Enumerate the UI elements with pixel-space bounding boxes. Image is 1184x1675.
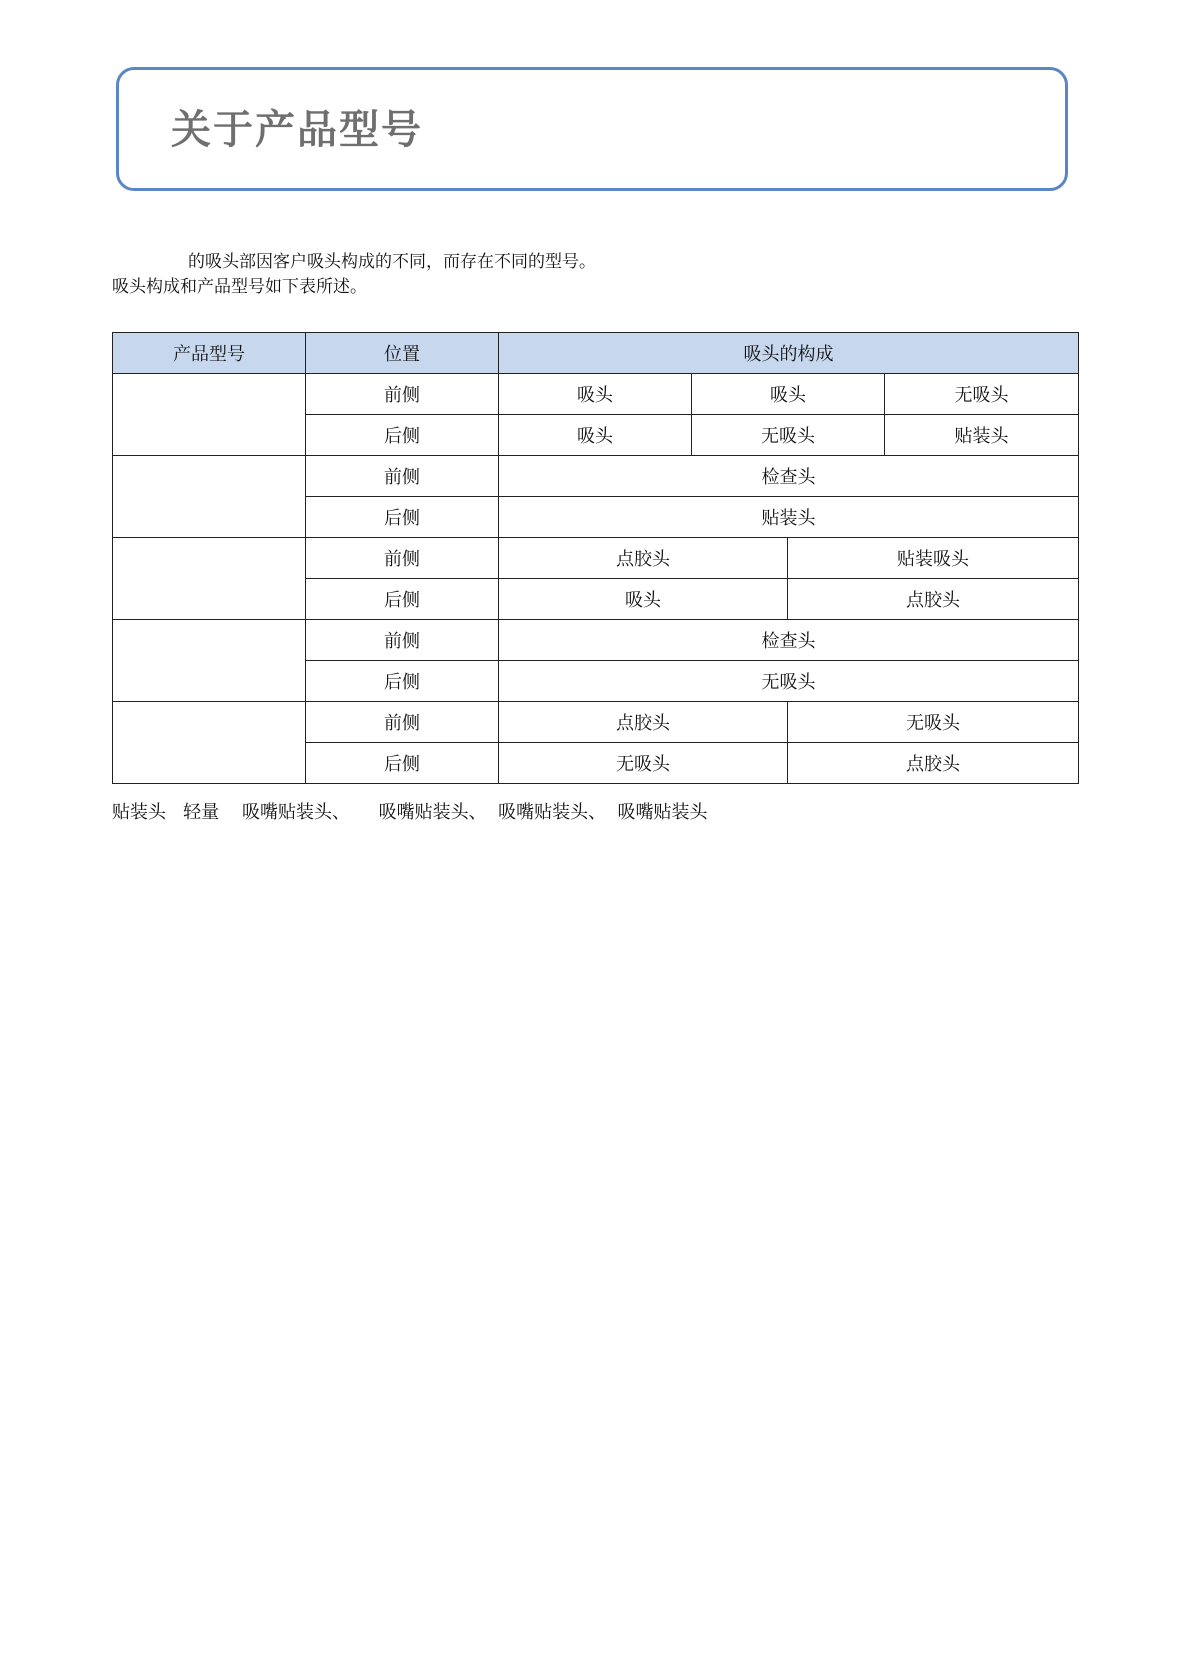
model-cell	[113, 538, 306, 620]
model-table	[112, 332, 1079, 784]
composition-cell: 检查头	[499, 620, 1079, 661]
position-cell: 后侧	[306, 579, 499, 620]
position-cell: 后侧	[306, 415, 499, 456]
composition-cell: 点胶头	[788, 579, 1079, 620]
intro-line-2: 吸头构成和产品型号如下表所述。	[112, 277, 367, 297]
table-row	[113, 374, 1079, 415]
intro-line-1: 的吸头部因客户吸头构成的不同，而存在不同的型号。	[188, 252, 596, 272]
table-header-row	[113, 333, 1079, 374]
position-cell: 前侧	[306, 374, 499, 415]
position-cell: 前侧	[306, 538, 499, 579]
composition-cell: 无吸头	[788, 702, 1079, 743]
position-cell: 后侧	[306, 661, 499, 702]
table-row	[113, 620, 1079, 661]
composition-cell: 贴装吸头	[788, 538, 1079, 579]
footer-note: 贴装头 轻量 吸嘴贴装头、 吸嘴贴装头、 吸嘴贴装头、 吸嘴贴装头	[112, 802, 708, 823]
table-row	[113, 538, 1079, 579]
composition-cell: 点胶头	[499, 702, 788, 743]
model-cell	[113, 456, 306, 538]
composition-cell: 吸头	[499, 579, 788, 620]
composition-cell: 吸头	[499, 374, 692, 415]
page-title: 关于产品型号	[171, 107, 423, 153]
title-box	[116, 67, 1068, 191]
header-composition: 吸头的构成	[499, 333, 1079, 374]
position-cell: 前侧	[306, 702, 499, 743]
composition-cell: 吸头	[499, 415, 692, 456]
model-cell	[113, 702, 306, 784]
intro-paragraph	[112, 250, 596, 300]
composition-cell: 无吸头	[692, 415, 885, 456]
header-position: 位置	[306, 333, 499, 374]
model-cell	[113, 374, 306, 456]
position-cell: 后侧	[306, 497, 499, 538]
composition-cell: 贴装头	[499, 497, 1079, 538]
composition-cell: 点胶头	[788, 743, 1079, 784]
position-cell: 前侧	[306, 620, 499, 661]
table-row	[113, 456, 1079, 497]
composition-cell: 无吸头	[885, 374, 1079, 415]
model-cell	[113, 620, 306, 702]
composition-cell: 检查头	[499, 456, 1079, 497]
table-row	[113, 702, 1079, 743]
composition-cell: 点胶头	[499, 538, 788, 579]
header-model: 产品型号	[113, 333, 306, 374]
composition-cell: 无吸头	[499, 661, 1079, 702]
position-cell: 前侧	[306, 456, 499, 497]
composition-cell: 贴装头	[885, 415, 1079, 456]
position-cell: 后侧	[306, 743, 499, 784]
composition-cell: 无吸头	[499, 743, 788, 784]
composition-cell: 吸头	[692, 374, 885, 415]
